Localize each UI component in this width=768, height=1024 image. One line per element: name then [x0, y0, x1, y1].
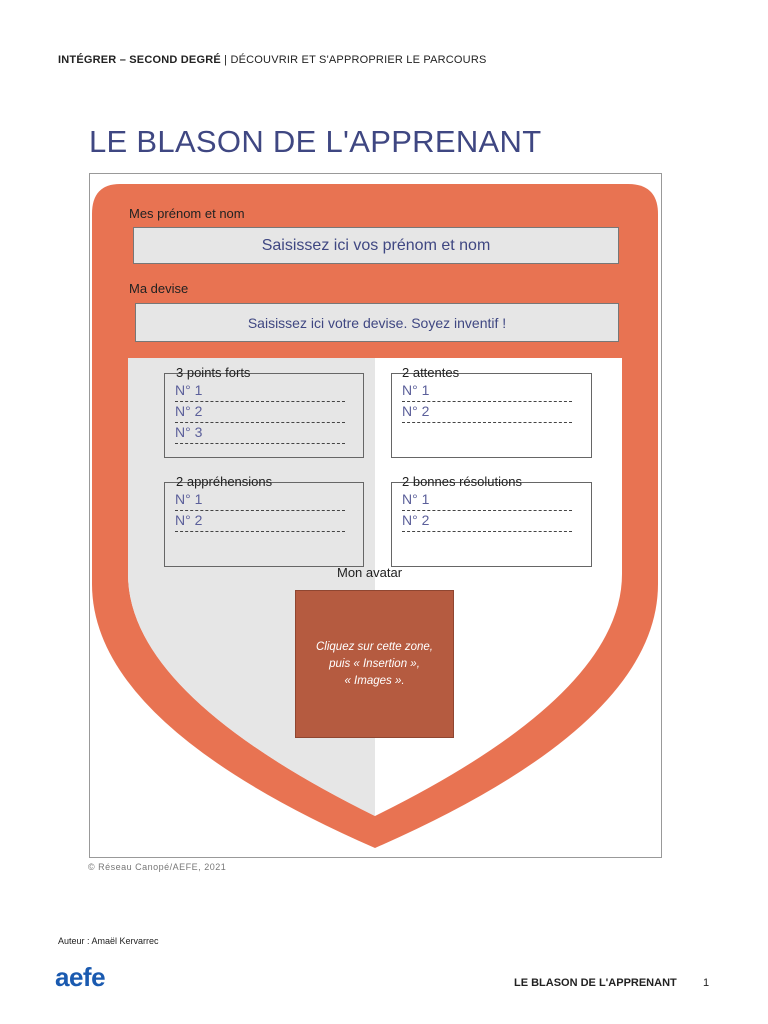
avatar-label: Mon avatar: [337, 565, 403, 580]
avatar-hint-line: « Images ».: [344, 674, 405, 687]
expectation-item-2[interactable]: N° 2: [402, 402, 572, 423]
avatar-placeholder[interactable]: [295, 590, 454, 738]
avatar-hint-line: Cliquez sur cette zone,: [316, 640, 433, 653]
author-text: Auteur : Amaël Kervarrec: [58, 936, 159, 946]
motto-input[interactable]: Saisissez ici votre devise. Soyez inventif !: [135, 303, 619, 342]
resolution-item-1[interactable]: N° 1: [402, 490, 572, 511]
header-section: INTÉGRER – SECOND DEGRÉ: [58, 54, 221, 66]
page-number: 1: [703, 977, 710, 989]
resolution-item-2[interactable]: N° 2: [402, 511, 572, 532]
worry-item-1[interactable]: N° 1: [175, 490, 345, 511]
strengths-title: 3 points forts: [176, 365, 251, 380]
strength-item-1[interactable]: N° 1: [175, 381, 345, 402]
footer-title: LE BLASON DE L'APPRENANT: [514, 977, 677, 989]
expectations-box: [391, 365, 592, 458]
page-title: LE BLASON DE L'APPRENANT: [89, 124, 542, 159]
strengths-box: [164, 365, 364, 458]
document-header: [58, 54, 487, 66]
copyright-text: © Réseau Canopé/AEFE, 2021: [88, 862, 227, 872]
expectation-item-1[interactable]: N° 1: [402, 381, 572, 402]
avatar-hint-line: puis « Insertion »,: [329, 657, 420, 670]
name-input[interactable]: Saisissez ici vos prénom et nom: [133, 227, 619, 264]
resolutions-box: [391, 474, 592, 567]
header-subsection: | DÉCOUVRIR ET S'APPROPRIER LE PARCOURS: [220, 54, 487, 66]
worries-title: 2 appréhensions: [176, 474, 273, 489]
resolutions-title: 2 bonnes résolutions: [402, 474, 522, 489]
worries-box: [164, 474, 364, 567]
worry-item-2[interactable]: N° 2: [175, 511, 345, 532]
motto-label: Ma devise: [129, 281, 189, 296]
strength-item-2[interactable]: N° 2: [175, 402, 345, 423]
strength-item-3[interactable]: N° 3: [175, 423, 345, 444]
aefe-logo: aefe: [55, 962, 106, 992]
expectations-title: 2 attentes: [402, 365, 460, 380]
name-label: Mes prénom et nom: [129, 206, 245, 221]
